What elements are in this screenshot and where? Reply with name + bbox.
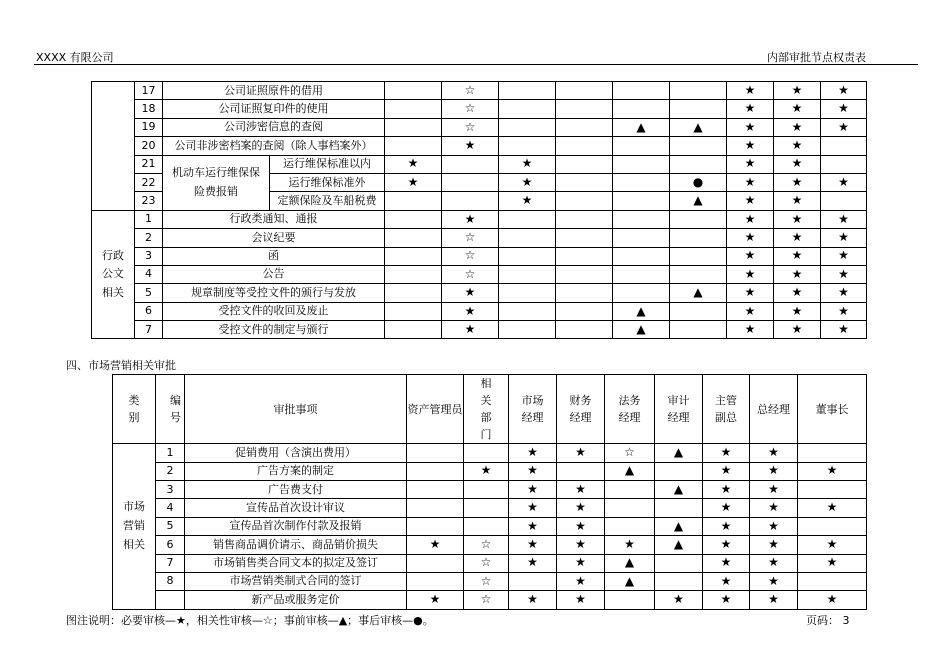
item-number: 7 [135, 321, 163, 339]
approval-table-marketing [112, 374, 867, 610]
company-name: XXXX 有限公司 [36, 51, 114, 64]
approval-item: 公司涉密信息的查阅 [163, 118, 385, 136]
approval-mark: ▲ [613, 321, 670, 339]
approval-mark [407, 554, 464, 572]
approval-mark [407, 572, 464, 590]
table-row [92, 265, 867, 283]
approval-mark [670, 302, 727, 320]
table-row [113, 462, 867, 480]
approval-mark: ▲ [655, 444, 703, 462]
approval-mark: ★ [821, 302, 867, 320]
approval-mark [556, 137, 613, 155]
table-row [113, 554, 867, 572]
approval-mark: ★ [655, 591, 703, 609]
approval-mark: ★ [727, 118, 774, 136]
item-number: 6 [156, 536, 185, 554]
table-row [113, 572, 867, 590]
table-row [92, 229, 867, 247]
approval-mark [605, 499, 655, 517]
approval-mark [613, 137, 670, 155]
approval-mark [556, 82, 613, 100]
approval-mark [655, 554, 703, 572]
approval-mark: ★ [774, 100, 821, 118]
approval-mark: ★ [727, 284, 774, 302]
approval-item: 受控文件的收回及废止 [163, 302, 385, 320]
approval-mark [613, 247, 670, 265]
approval-mark [798, 480, 867, 498]
approval-mark [385, 321, 442, 339]
item-number: 4 [156, 499, 185, 517]
approval-mark: ★ [703, 480, 750, 498]
table-row [113, 480, 867, 498]
approval-mark: ▲ [605, 462, 655, 480]
approval-mark [613, 210, 670, 228]
approval-item: 运行维保标准外 [270, 173, 385, 191]
approval-mark: ▲ [655, 480, 703, 498]
approval-mark: ★ [774, 302, 821, 320]
approval-mark [385, 118, 442, 136]
item-number: 8 [156, 572, 185, 590]
approval-mark [556, 118, 613, 136]
approval-mark [509, 572, 557, 590]
approval-mark: ★ [442, 302, 499, 320]
approval-mark [464, 480, 509, 498]
approval-mark: ★ [557, 554, 605, 572]
approval-item: 市场销售类合同文本的拟定及签订 [185, 554, 407, 572]
approval-mark [655, 572, 703, 590]
approval-mark [442, 173, 499, 191]
approval-mark: ★ [798, 554, 867, 572]
approval-mark [385, 210, 442, 228]
approval-mark [613, 155, 670, 173]
table-row [92, 118, 867, 136]
approval-mark: ★ [703, 554, 750, 572]
item-number: 2 [156, 462, 185, 480]
section-title: 四、市场营销相关审批 [66, 359, 176, 372]
approval-mark [407, 444, 464, 462]
approval-mark: ☆ [442, 118, 499, 136]
approval-mark [821, 155, 867, 173]
approval-item: 运行维保标准以内 [270, 155, 385, 173]
approval-mark [499, 229, 556, 247]
approval-item: 宣传品首次制作付款及报销 [185, 517, 407, 535]
approval-mark [499, 321, 556, 339]
approval-mark: ▲ [670, 192, 727, 210]
sub-category-cell: 机动车运行维保保险费报销 [163, 155, 270, 210]
item-number: 19 [135, 118, 163, 136]
column-header: 总经理 [750, 375, 798, 444]
approval-mark [556, 229, 613, 247]
approval-item: 行政类通知、通报 [163, 210, 385, 228]
column-header: 审批事项 [185, 375, 407, 444]
approval-mark: ★ [703, 517, 750, 535]
approval-mark: ★ [605, 536, 655, 554]
approval-mark: ★ [821, 210, 867, 228]
item-number: 6 [135, 302, 163, 320]
approval-mark: ☆ [464, 572, 509, 590]
column-header: 审计经理 [655, 375, 703, 444]
approval-mark [556, 302, 613, 320]
approval-mark [499, 284, 556, 302]
approval-mark: ★ [727, 210, 774, 228]
approval-mark [407, 517, 464, 535]
approval-mark [407, 499, 464, 517]
approval-item: 市场营销类制式合同的签订 [185, 572, 407, 590]
approval-mark: ★ [557, 444, 605, 462]
approval-mark [613, 265, 670, 283]
approval-mark: ★ [727, 192, 774, 210]
approval-mark [670, 100, 727, 118]
approval-mark: ★ [727, 229, 774, 247]
approval-mark: ★ [774, 265, 821, 283]
approval-mark [613, 173, 670, 191]
approval-mark: ★ [821, 247, 867, 265]
approval-mark [556, 173, 613, 191]
item-number: 1 [156, 444, 185, 462]
approval-mark: ★ [821, 100, 867, 118]
approval-mark: ★ [703, 536, 750, 554]
table-row [92, 321, 867, 339]
approval-mark: ★ [774, 210, 821, 228]
approval-mark: ★ [509, 536, 557, 554]
approval-item: 宣传品首次设计审议 [185, 499, 407, 517]
approval-mark: ▲ [605, 554, 655, 572]
approval-mark [670, 247, 727, 265]
approval-mark [605, 517, 655, 535]
approval-table-admin [91, 81, 867, 339]
approval-mark [798, 517, 867, 535]
approval-mark: ☆ [442, 265, 499, 283]
approval-mark: ★ [774, 82, 821, 100]
approval-mark: ★ [727, 100, 774, 118]
legend-note: 图注说明：必要审核—★，相关性审核—☆；事前审核—▲；事后审核—●。 [66, 614, 434, 627]
column-header: 法务经理 [605, 375, 655, 444]
approval-mark [556, 100, 613, 118]
item-number: 5 [135, 284, 163, 302]
category-cell: 行政公文相关 [92, 210, 135, 339]
approval-mark [499, 82, 556, 100]
approval-mark [499, 137, 556, 155]
approval-mark [556, 192, 613, 210]
approval-item: 促销费用（含演出费用） [185, 444, 407, 462]
table-row [92, 284, 867, 302]
approval-mark: ★ [703, 499, 750, 517]
approval-mark: ★ [385, 155, 442, 173]
approval-mark [605, 591, 655, 609]
approval-mark [385, 82, 442, 100]
approval-mark [464, 444, 509, 462]
approval-mark: ★ [727, 321, 774, 339]
column-header: 财务经理 [557, 375, 605, 444]
table-row [113, 591, 867, 609]
approval-item: 广告费支付 [185, 480, 407, 498]
table-row [92, 302, 867, 320]
approval-mark [613, 229, 670, 247]
approval-mark: ☆ [464, 591, 509, 609]
approval-mark: ★ [750, 444, 798, 462]
approval-mark [670, 82, 727, 100]
table-row [92, 100, 867, 118]
approval-mark [385, 100, 442, 118]
approval-mark: ★ [774, 173, 821, 191]
approval-mark [605, 480, 655, 498]
approval-mark: ★ [385, 173, 442, 191]
approval-mark: ★ [557, 517, 605, 535]
column-header: 相关部门 [464, 375, 509, 444]
approval-mark [385, 284, 442, 302]
table-row [113, 499, 867, 517]
item-number: 20 [135, 137, 163, 155]
approval-mark [385, 192, 442, 210]
approval-mark [464, 517, 509, 535]
approval-mark [670, 229, 727, 247]
document-title: 内部审批节点权责表 [767, 51, 866, 64]
item-number: 4 [135, 265, 163, 283]
approval-mark: ★ [821, 229, 867, 247]
approval-mark: ★ [509, 554, 557, 572]
approval-mark: ★ [557, 536, 605, 554]
approval-mark: ★ [750, 554, 798, 572]
approval-mark: ★ [774, 284, 821, 302]
approval-mark: ★ [703, 572, 750, 590]
approval-mark: ▲ [605, 572, 655, 590]
header-divider [34, 64, 918, 65]
approval-mark: ★ [499, 155, 556, 173]
approval-item: 会议纪要 [163, 229, 385, 247]
item-number: 5 [156, 517, 185, 535]
approval-mark: ★ [509, 517, 557, 535]
approval-item: 规章制度等受控文件的颁行与发放 [163, 284, 385, 302]
approval-mark [670, 155, 727, 173]
approval-mark [464, 499, 509, 517]
approval-mark: ★ [509, 480, 557, 498]
table-row [92, 210, 867, 228]
approval-mark: ★ [750, 517, 798, 535]
approval-item: 公司非涉密档案的查阅（除人事档案外） [163, 137, 385, 155]
item-number: 3 [156, 480, 185, 498]
approval-mark: ★ [442, 321, 499, 339]
approval-item: 定额保险及车船税费 [270, 192, 385, 210]
approval-mark: ★ [557, 480, 605, 498]
column-header: 主管副总 [703, 375, 750, 444]
approval-item: 公司证照复印件的使用 [163, 100, 385, 118]
approval-mark: ★ [557, 499, 605, 517]
approval-item: 公司证照原件的借用 [163, 82, 385, 100]
approval-mark [670, 265, 727, 283]
item-number [156, 591, 185, 609]
approval-mark [442, 192, 499, 210]
approval-mark: ☆ [442, 247, 499, 265]
approval-mark [556, 284, 613, 302]
approval-mark: ▲ [613, 302, 670, 320]
approval-mark: ★ [727, 265, 774, 283]
approval-mark [557, 462, 605, 480]
approval-mark: ☆ [464, 554, 509, 572]
approval-mark: ★ [727, 155, 774, 173]
approval-mark [499, 118, 556, 136]
column-header: 董事长 [798, 375, 867, 444]
approval-mark [655, 499, 703, 517]
table-row [113, 536, 867, 554]
approval-mark: ★ [798, 536, 867, 554]
approval-mark [613, 82, 670, 100]
approval-mark: ★ [509, 499, 557, 517]
approval-mark [407, 480, 464, 498]
approval-mark: ★ [557, 591, 605, 609]
approval-mark: ★ [821, 284, 867, 302]
approval-mark: ● [670, 173, 727, 191]
approval-mark [556, 155, 613, 173]
column-header: 类别 [113, 375, 156, 444]
approval-mark: ★ [407, 536, 464, 554]
approval-mark: ★ [557, 572, 605, 590]
approval-mark [442, 155, 499, 173]
item-number: 17 [135, 82, 163, 100]
approval-mark [499, 247, 556, 265]
approval-mark [407, 462, 464, 480]
approval-mark: ▲ [655, 536, 703, 554]
item-number: 3 [135, 247, 163, 265]
approval-mark [613, 192, 670, 210]
approval-mark: ▲ [670, 284, 727, 302]
approval-mark: ★ [509, 444, 557, 462]
approval-mark: ★ [442, 137, 499, 155]
approval-mark: ★ [407, 591, 464, 609]
approval-mark [499, 265, 556, 283]
approval-mark [556, 210, 613, 228]
approval-mark [613, 284, 670, 302]
table-row [113, 517, 867, 535]
approval-mark: ★ [774, 137, 821, 155]
approval-mark [385, 302, 442, 320]
approval-item: 公告 [163, 265, 385, 283]
approval-mark [821, 137, 867, 155]
item-number: 18 [135, 100, 163, 118]
approval-mark: ★ [821, 173, 867, 191]
approval-mark: ★ [798, 591, 867, 609]
approval-mark: ☆ [464, 536, 509, 554]
approval-mark: ★ [499, 173, 556, 191]
category-cell [92, 82, 135, 211]
approval-mark: ★ [750, 536, 798, 554]
item-number: 7 [156, 554, 185, 572]
approval-mark: ★ [442, 210, 499, 228]
table-row [113, 444, 867, 462]
approval-mark: ▲ [655, 517, 703, 535]
approval-mark: ★ [703, 444, 750, 462]
approval-mark [385, 247, 442, 265]
approval-mark [670, 321, 727, 339]
page-number: 页码： 3 [806, 614, 850, 627]
approval-mark [556, 321, 613, 339]
approval-mark: ★ [774, 247, 821, 265]
table-row [92, 82, 867, 100]
approval-mark: ☆ [442, 100, 499, 118]
item-number: 22 [135, 173, 163, 191]
approval-mark: ★ [798, 499, 867, 517]
approval-mark: ★ [509, 462, 557, 480]
item-number: 1 [135, 210, 163, 228]
column-header: 市场经理 [509, 375, 557, 444]
approval-mark [655, 462, 703, 480]
approval-mark [670, 210, 727, 228]
approval-mark [499, 210, 556, 228]
approval-mark: ★ [774, 155, 821, 173]
approval-mark [556, 265, 613, 283]
approval-mark: ★ [727, 137, 774, 155]
approval-mark [385, 265, 442, 283]
approval-mark: ▲ [670, 118, 727, 136]
approval-mark: ★ [750, 462, 798, 480]
approval-item: 函 [163, 247, 385, 265]
approval-mark: ★ [750, 480, 798, 498]
table-row [92, 137, 867, 155]
approval-mark: ★ [464, 462, 509, 480]
approval-mark [499, 302, 556, 320]
approval-mark: ▲ [613, 118, 670, 136]
approval-mark: ☆ [442, 229, 499, 247]
approval-mark: ★ [750, 591, 798, 609]
approval-mark: ★ [821, 265, 867, 283]
column-header: 资产管理员 [407, 375, 464, 444]
approval-mark: ★ [750, 572, 798, 590]
approval-mark: ★ [774, 118, 821, 136]
approval-mark [613, 100, 670, 118]
approval-mark: ★ [727, 247, 774, 265]
table-row [92, 247, 867, 265]
approval-mark [556, 247, 613, 265]
item-number: 23 [135, 192, 163, 210]
approval-mark: ★ [821, 82, 867, 100]
approval-mark: ☆ [605, 444, 655, 462]
table-row [92, 155, 867, 173]
approval-mark: ★ [774, 192, 821, 210]
approval-mark: ★ [727, 82, 774, 100]
approval-mark: ★ [727, 302, 774, 320]
category-cell: 市场营销相关 [113, 444, 156, 610]
approval-mark [499, 100, 556, 118]
approval-mark [798, 572, 867, 590]
approval-mark: ★ [774, 229, 821, 247]
approval-item: 新产品或服务定价 [185, 591, 407, 609]
approval-mark [385, 229, 442, 247]
approval-item: 销售商品调价请示、商品销价损失 [185, 536, 407, 554]
approval-item: 受控文件的制定与颁行 [163, 321, 385, 339]
approval-mark: ★ [774, 321, 821, 339]
approval-mark [821, 192, 867, 210]
column-header: 编号 [156, 375, 185, 444]
approval-mark [385, 137, 442, 155]
approval-mark: ★ [509, 591, 557, 609]
approval-mark: ★ [750, 499, 798, 517]
approval-item: 广告方案的制定 [185, 462, 407, 480]
item-number: 2 [135, 229, 163, 247]
approval-mark: ★ [499, 192, 556, 210]
approval-mark: ★ [798, 462, 867, 480]
approval-mark: ★ [821, 321, 867, 339]
approval-mark: ★ [703, 591, 750, 609]
table-header-row [113, 375, 867, 444]
approval-mark: ☆ [442, 82, 499, 100]
approval-mark [798, 444, 867, 462]
approval-mark: ★ [821, 118, 867, 136]
approval-mark: ★ [727, 173, 774, 191]
approval-mark: ★ [703, 462, 750, 480]
item-number: 21 [135, 155, 163, 173]
approval-mark: ★ [442, 284, 499, 302]
approval-mark [670, 137, 727, 155]
